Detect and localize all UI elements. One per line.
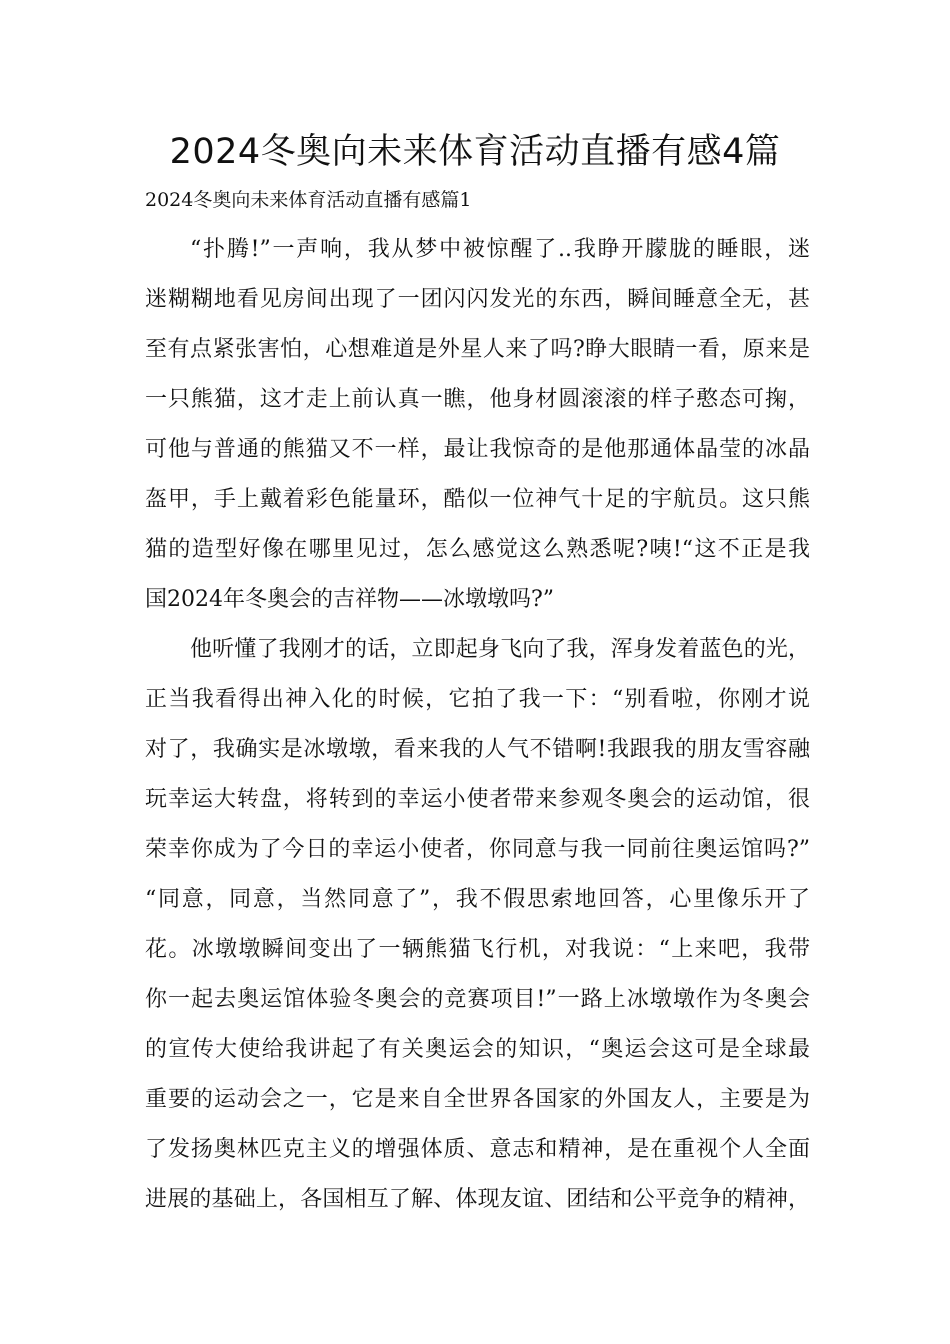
document-title: 2024冬奥向未来体育活动直播有感4篇 [169, 132, 781, 172]
text-line: 对了，我确实是冰墩墩，看来我的人气不错啊!我跟我的朋友雪容融 [145, 737, 810, 762]
text-line: 你一起去奥运馆体验冬奥会的竞赛项目!”一路上冰墩墩作为冬奥会 [145, 987, 810, 1012]
text-line: 重要的运动会之一，它是来自全世界各国家的外国友人，主要是为 [145, 1087, 810, 1112]
text-line: 他听懂了我刚才的话，立即起身飞向了我，浑身发着蓝色的光， [190, 637, 810, 662]
text-line: 荣幸你成为了今日的幸运小使者，你同意与我一同前往奥运馆吗?” [145, 837, 810, 862]
section-heading: 2024冬奥向未来体育活动直播有感篇1 [145, 189, 472, 211]
text-line: 花。冰墩墩瞬间变出了一辆熊猫飞行机，对我说：“上来吧，我带 [145, 937, 810, 962]
text-line: 了发扬奥林匹克主义的增强体质、意志和精神，是在重视个人全面 [145, 1137, 810, 1162]
text-line: 国2024年冬奥会的吉祥物——冰墩墩吗?” [145, 587, 555, 612]
text-line: 至有点紧张害怕，心想难道是外星人来了吗?睁大眼睛一看，原来是 [145, 337, 810, 362]
text-line: 迷糊糊地看见房间出现了一团闪闪发光的东西，瞬间睡意全无，甚 [145, 287, 810, 312]
text-line: 盔甲，手上戴着彩色能量环，酷似一位神气十足的宇航员。这只熊 [145, 487, 810, 512]
text-line: 正当我看得出神入化的时候，它拍了我一下：“别看啦，你刚才说 [145, 687, 810, 712]
text-line: 猫的造型好像在哪里见过，怎么感觉这么熟悉呢?咦!“这不正是我 [145, 537, 810, 562]
text-line: “扑腾!”一声响，我从梦中被惊醒了..我睁开朦胧的睡眼，迷 [190, 237, 810, 262]
text-line: 进展的基础上，各国相互了解、体现友谊、团结和公平竞争的精神， [145, 1187, 810, 1212]
text-line: “同意，同意，当然同意了”，我不假思索地回答，心里像乐开了 [145, 887, 810, 912]
text-line: 玩幸运大转盘，将转到的幸运小使者带来参观冬奥会的运动馆，很 [145, 787, 810, 812]
text-line: 的宣传大使给我讲起了有关奥运会的知识，“奥运会这可是全球最 [145, 1037, 810, 1062]
text-line: 可他与普通的熊猫又不一样，最让我惊奇的是他那通体晶莹的冰晶 [145, 437, 810, 462]
text-line: 一只熊猫，这才走上前认真一瞧，他身材圆滚滚的样子憨态可掬， [145, 387, 810, 412]
